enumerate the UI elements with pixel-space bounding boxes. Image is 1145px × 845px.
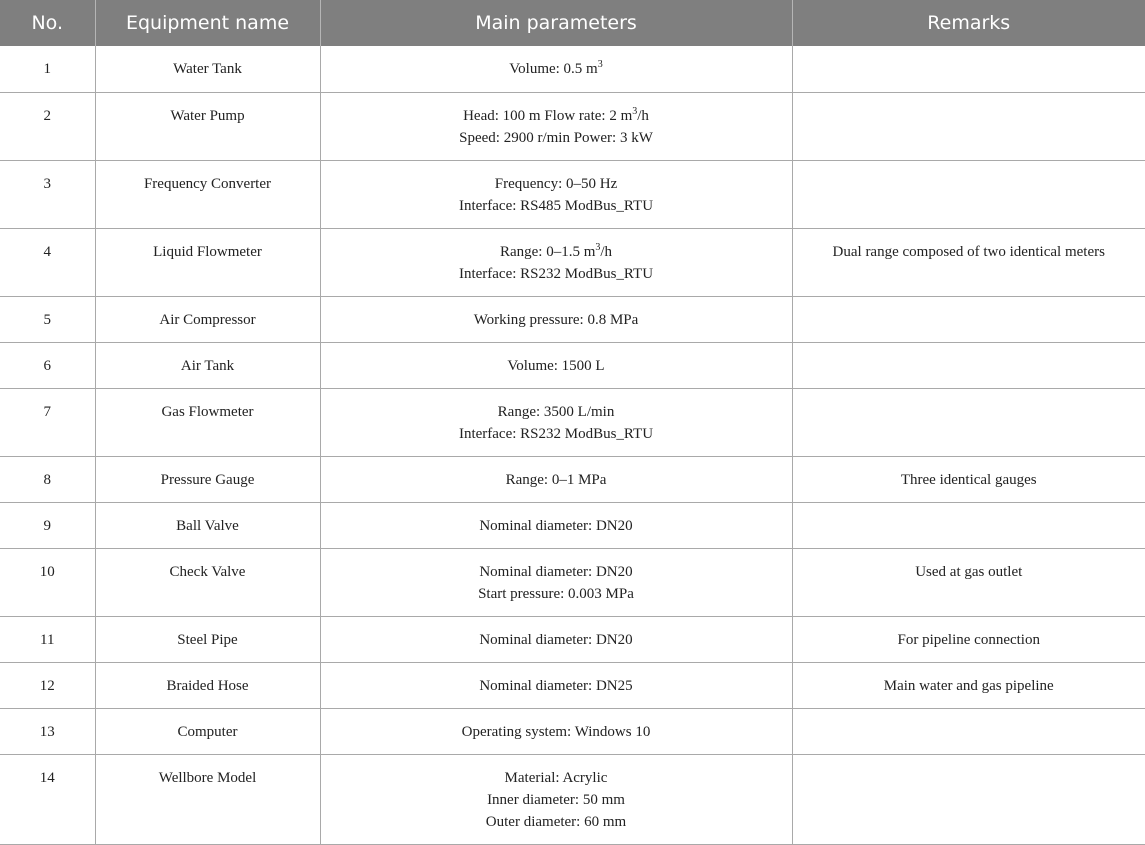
cell-remarks xyxy=(792,92,1145,160)
cell-equipment-name: Computer xyxy=(95,708,320,754)
table-row xyxy=(0,296,1145,342)
table-row xyxy=(0,502,1145,548)
cell-no: 9 xyxy=(0,502,95,548)
cell-remarks xyxy=(792,708,1145,754)
param-line: Interface: RS232 ModBus_RTU xyxy=(458,425,654,442)
cell-equipment-name: Wellbore Model xyxy=(95,754,320,844)
cell-main-parameters: Range: 0–1 MPa xyxy=(320,456,792,502)
cell-no: 11 xyxy=(0,616,95,662)
cell-no: 7 xyxy=(0,388,95,456)
table-header xyxy=(0,0,1145,46)
cell-equipment-name: Braided Hose xyxy=(95,662,320,708)
cell-main-parameters: Nominal diameter: DN20 xyxy=(320,502,792,548)
table-row xyxy=(0,228,1145,296)
cell-equipment-name: Air Tank xyxy=(95,342,320,388)
param-line: Frequency: 0–50 Hz xyxy=(494,175,618,192)
param-superscript: 3 xyxy=(597,59,603,70)
table-row xyxy=(0,662,1145,708)
cell-remarks xyxy=(792,46,1145,92)
header-main-parameters: Main parameters xyxy=(320,0,792,46)
cell-equipment-name: Water Pump xyxy=(95,92,320,160)
cell-remarks xyxy=(792,296,1145,342)
table-row xyxy=(0,456,1145,502)
cell-main-parameters xyxy=(320,548,792,616)
header-equipment-name: Equipment name xyxy=(95,0,320,46)
param-line xyxy=(327,241,786,263)
header-row xyxy=(0,0,1145,46)
cell-remarks xyxy=(792,388,1145,456)
cell-equipment-name: Pressure Gauge xyxy=(95,456,320,502)
param-line: Interface: RS232 ModBus_RTU xyxy=(458,265,654,282)
cell-no: 12 xyxy=(0,662,95,708)
cell-no: 5 xyxy=(0,296,95,342)
cell-equipment-name: Air Compressor xyxy=(95,296,320,342)
cell-main-parameters xyxy=(320,46,792,92)
param-superscript: 3 xyxy=(632,105,638,117)
table-row xyxy=(0,160,1145,228)
cell-main-parameters xyxy=(320,388,792,456)
cell-no: 1 xyxy=(0,46,95,92)
cell-equipment-name: Liquid Flowmeter xyxy=(95,228,320,296)
cell-no: 10 xyxy=(0,548,95,616)
cell-no: 2 xyxy=(0,92,95,160)
param-text-suffix: /h xyxy=(600,243,613,260)
cell-main-parameters: Volume: 1500 L xyxy=(320,342,792,388)
table-row xyxy=(0,548,1145,616)
cell-main-parameters xyxy=(320,228,792,296)
cell-remarks xyxy=(792,502,1145,548)
cell-equipment-name: Gas Flowmeter xyxy=(95,388,320,456)
table-body xyxy=(0,46,1145,844)
table-row xyxy=(0,616,1145,662)
param-line xyxy=(327,58,786,80)
header-remarks: Remarks xyxy=(792,0,1145,46)
param-line: Range: 3500 L/min xyxy=(497,403,615,420)
cell-equipment-name: Ball Valve xyxy=(95,502,320,548)
cell-remarks: Three identical gauges xyxy=(792,456,1145,502)
param-text: Volume: 0.5 m xyxy=(509,61,598,77)
param-line: Inner diameter: 50 mm xyxy=(487,791,625,808)
param-line: Interface: RS485 ModBus_RTU xyxy=(458,197,654,214)
cell-main-parameters: Working pressure: 0.8 MPa xyxy=(320,296,792,342)
param-line: Material: Acrylic xyxy=(504,769,608,786)
table-row xyxy=(0,342,1145,388)
cell-no: 13 xyxy=(0,708,95,754)
cell-no: 3 xyxy=(0,160,95,228)
param-line xyxy=(327,105,786,127)
cell-main-parameters: Operating system: Windows 10 xyxy=(320,708,792,754)
cell-remarks: Main water and gas pipeline xyxy=(792,662,1145,708)
cell-no: 4 xyxy=(0,228,95,296)
cell-remarks xyxy=(792,754,1145,844)
cell-main-parameters xyxy=(320,92,792,160)
header-no: No. xyxy=(0,0,95,46)
param-text-suffix: /h xyxy=(637,107,649,124)
cell-main-parameters xyxy=(320,160,792,228)
param-line: Outer diameter: 60 mm xyxy=(485,813,627,830)
table-row xyxy=(0,46,1145,92)
cell-equipment-name: Frequency Converter xyxy=(95,160,320,228)
table-row xyxy=(0,388,1145,456)
cell-main-parameters: Nominal diameter: DN20 xyxy=(320,616,792,662)
param-line: Speed: 2900 r/min Power: 3 kW xyxy=(459,129,653,146)
cell-no: 6 xyxy=(0,342,95,388)
param-text: Range: 0–1.5 m xyxy=(499,243,596,260)
table-row xyxy=(0,92,1145,160)
cell-main-parameters: Nominal diameter: DN25 xyxy=(320,662,792,708)
cell-equipment-name: Water Tank xyxy=(95,46,320,92)
param-text: Head: 100 m Flow rate: 2 m xyxy=(463,107,633,124)
cell-remarks: For pipeline connection xyxy=(792,616,1145,662)
param-superscript: 3 xyxy=(595,241,601,253)
table-row xyxy=(0,754,1145,844)
param-line: Nominal diameter: DN20 xyxy=(479,563,633,580)
cell-remarks: Dual range composed of two identical meters xyxy=(792,228,1145,296)
cell-remarks xyxy=(792,342,1145,388)
cell-no: 14 xyxy=(0,754,95,844)
cell-main-parameters xyxy=(320,754,792,844)
cell-equipment-name: Check Valve xyxy=(95,548,320,616)
cell-equipment-name: Steel Pipe xyxy=(95,616,320,662)
cell-remarks: Used at gas outlet xyxy=(792,548,1145,616)
param-line: Start pressure: 0.003 MPa xyxy=(478,585,634,602)
table-row xyxy=(0,708,1145,754)
cell-no: 8 xyxy=(0,456,95,502)
cell-remarks xyxy=(792,160,1145,228)
